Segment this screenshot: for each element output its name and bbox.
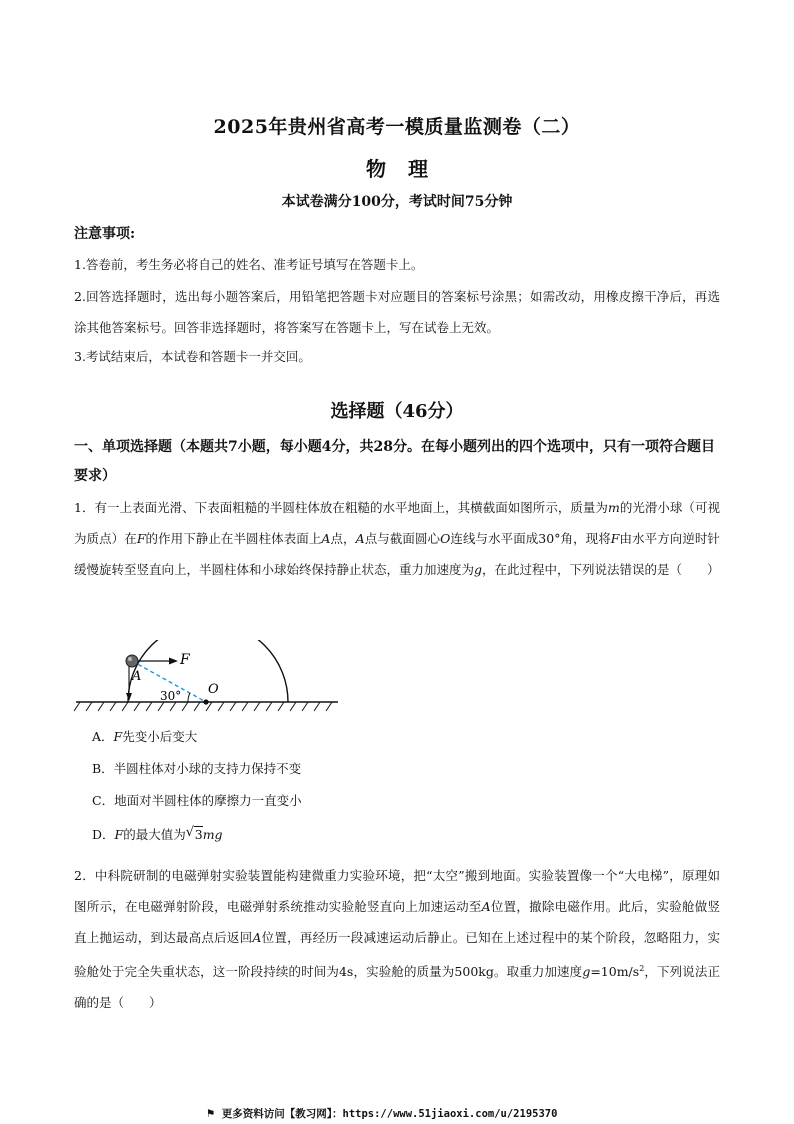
small-ball (126, 655, 138, 667)
question-1-option-b: B．半圆柱体对小球的支持力保持不变 (92, 761, 302, 776)
label-angle: 30° (160, 689, 182, 703)
subject-title: 物理 (366, 157, 450, 181)
question-1-option-a: A．F先变小后变大 (92, 729, 198, 744)
angle-arc (188, 693, 190, 702)
label-A: A (132, 669, 142, 684)
force-arrowhead (169, 658, 178, 665)
ball-highlight (128, 657, 132, 661)
exam-info: 本试卷满分100分，考试时间75分钟 (281, 194, 513, 210)
label-F: F (180, 652, 190, 668)
footer-link[interactable]: ⚑ 更多资料访问【教习网】：https://www.51jiaoxi.com/u/2195370 (206, 1108, 558, 1120)
section-title: 选择题（46分） (330, 401, 464, 422)
question-1-option-d: D．F的最大值为 √ 3mg (92, 825, 223, 842)
notice-item-1: 1.答卷前，考生务必将自己的姓名、准考证号填写在答题卡上。 (74, 257, 424, 272)
question-1-figure (72, 640, 342, 718)
ground-hatching (74, 702, 332, 711)
question-2-stem: 2．中科院研制的电磁弹射实验装置能构建微重力实验环境，把“太空”搬到地面。实验装置像一个“大电梯”，原理如图所示，在电磁弹射阶段，电磁弹射系统推动实验舱竖直向上加速运动至A位置，撤除电磁作用。此后，实验舱做竖直上抛运动，到达最高点后返回A位置，再经历一段减速运动后静止。已知在上述过程中的某个阶段，忽略阻力，实验舱处于完全失重状态，这一阶段持续的时间为4s，实验舱的质量为500kg。取重力加速度$g=10m/s^2$，下列说法正确的是（ ） (74, 868, 720, 1011)
notice-item-2: 2.回答选择题时，选出每小题答案后，用铅笔把答题卡对应题目的答案标号涂黑；如需改动，用橡皮擦干净后，再选涂其他答案标号。回答非选择题时，将答案写在答题卡上，写在试卷上无效。 (74, 289, 720, 335)
sqrt-symbol: √ 3 (185, 825, 203, 842)
center-point (203, 699, 208, 704)
label-O: O (208, 682, 219, 697)
notice-heading: 注意事项: (74, 226, 136, 242)
part-one-heading: 一、单项选择题（本题共7小题，每小题4分，共28分。在每小题列出的四个选项中，只有一项符合题目要求） (74, 439, 715, 484)
flag-icon: ⚑ (206, 1108, 216, 1120)
notice-item-3: 3.考试结束后，本试卷和答题卡一并交回。 (74, 349, 311, 364)
question-1-stem: 1．有一上表面光滑、下表面粗糙的半圆柱体放在粗糙的水平地面上，其横截面如图所示，质量为m的光滑小球（可视为质点）在F的作用下静止在半圆柱体表面上A点，A点与截面圆心O连线与水平面成30°角，现将F由水平方向逆时针缓慢旋转至竖直向上，半圆柱体和小球始终保持静止状态，重力加速度为g，在此过程中，下列说法错误的是（ ） (74, 500, 720, 577)
question-1-option-c: C．地面对半圆柱体的摩擦力一直变小 (92, 793, 302, 808)
exam-title: 2025年贵州省高考一模质量监测卷（二） (213, 116, 581, 138)
gravity-arrowhead (126, 693, 132, 701)
